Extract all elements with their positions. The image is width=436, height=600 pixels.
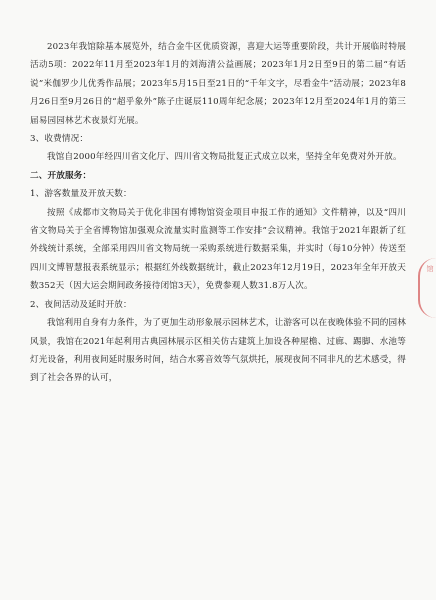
paragraph-temporary-exhibitions: 2023年我馆除基本展览外，结合金牛区优质资源，喜迎大运等重要阶段，共计开展临时特展活动5项：2022年11月至2023年1月的刘海清公益画展；2023年1月2日至9日的第二届“有话说”米伽罗少儿优秀作品展；2023年5月15日至21日的“千年文字，尽看金牛”活动展；2023年8月26日至9月26日的“超乎象外”陈子庄诞辰110周年纪念展；2023年12月至2024年1月的第三届易园园林艺术夜景灯光展。 xyxy=(30,42,406,126)
subsection-night-activities-title: 2、夜间活动及延时开放： xyxy=(30,299,132,310)
section-open-services-title: 二、开放服务： xyxy=(30,170,92,181)
paragraph-visitor-statistics: 按照《成都市文物局关于优化非国有博物馆资金项目申报工作的通知》文件精神，以及“四川省文物局关于全省博物馆加强观众流量实时监测等工作安排”会议精神。我馆于2021年跟新了红外线统计系统，全部采用四川省文物局统一采购系统进行数据采集，并实时（每10分钟）传送至四川文博智慧报表系统显示；根据红外线数据统计，截止2023年12月19日，2023年全年开放天数352天（因大运会期间政务接待闭馆3天），免费参观人数31.8万人次。 xyxy=(30,207,406,292)
document-body xyxy=(30,38,406,388)
subsection-visitors-title: 1、游客数量及开放天数： xyxy=(30,189,132,200)
section-fee-title: 3、收费情况： xyxy=(30,134,89,145)
seal-stamp-text: 馆 xyxy=(426,265,434,272)
paragraph-night-activities: 我馆利用自身有力条件，为了更加生动形象展示园林艺术，让游客可以在夜晚体验不同的园林风景，我馆在2021年起利用古典园林展示区相关仿古建筑上加设各种屋檐、过廊、踢脚、水池等灯光设备，利用夜间延时服务时间，结合水雾音效等气氛烘托，展现夜间不同非凡的艺术感受，得到了社会各界的认可， xyxy=(30,318,406,384)
paragraph-free-admission: 我馆自2000年经四川省文化厅、四川省文物局批复正式成立以来，坚持全年免费对外开放。 xyxy=(47,152,402,163)
